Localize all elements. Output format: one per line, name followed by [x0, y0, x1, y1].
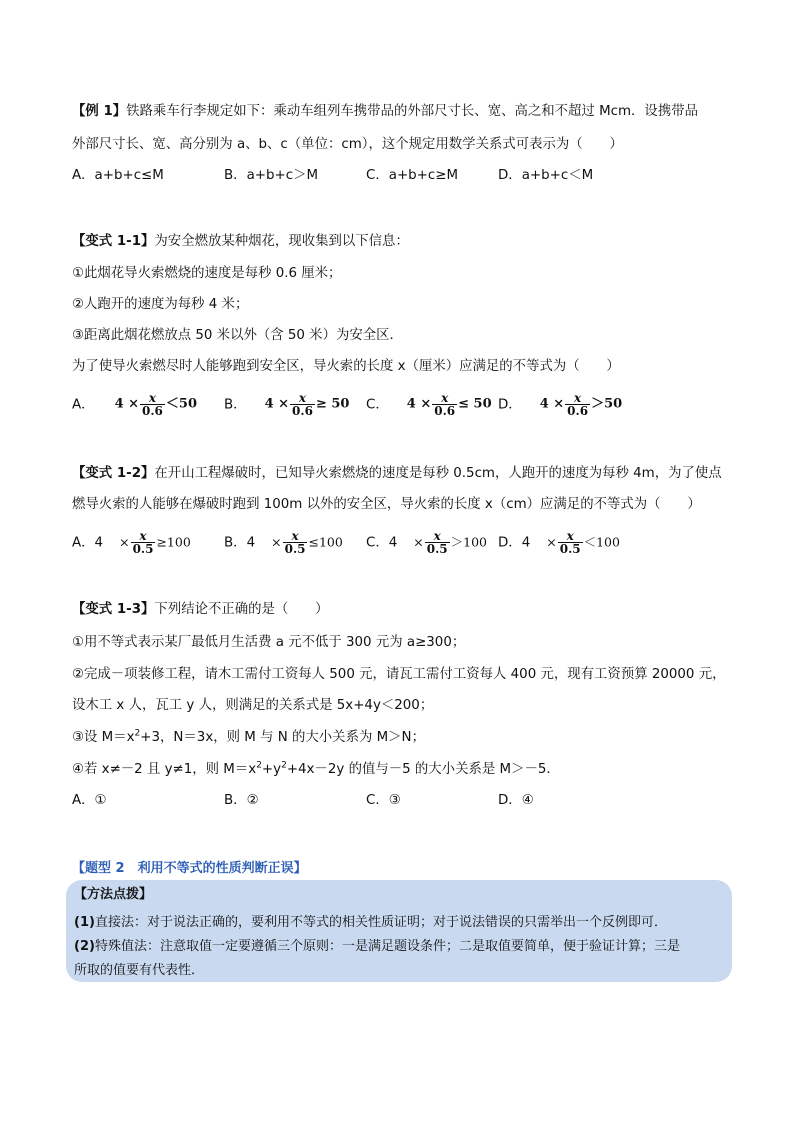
v13-line6: ④若 x≠－2 且 y≠1，则 $M=x^2+y^2+4x-2y$ 的值与－5 的大小关系是 M＞－5． [72, 760, 560, 777]
v13-option-d: D．④ [498, 793, 534, 808]
ex1-option-b: B．a+b+c＞M [224, 168, 319, 183]
v13-line1: 【变式 1-3】下列结论不正确的是（ ） [72, 602, 329, 617]
v12-line2: 燃导火索的人能够在爆破时跑到 100m 以外的安全区，导火索的长度 x（cm）应满足的不等式为（ ） [72, 497, 701, 512]
v13-tag: 【变式 1-3】 [72, 602, 155, 617]
v12-option-b: B．4 × $\frac{x}{0.5}$ ≤100 [224, 529, 343, 556]
method-2-line2: 所取的值要有代表性． [74, 963, 205, 978]
method-box-title: 【方法点拨】 [74, 887, 153, 902]
v12-option-c: C．4 × $\frac{x}{0.5}$ ＞100 [366, 529, 487, 556]
v13-line5: ③设 $M=x^2+3$，N＝3x，则 M 与 N 的大小关系为 M＞N； [72, 728, 425, 745]
v11-line3: ②人跑开的速度为每秒 4 米； [72, 297, 249, 312]
v13-line4: 设木工 x 人，瓦工 y 人，则满足的关系式是 5x+4y＜200； [72, 698, 434, 713]
v13-line2: ①用不等式表示某厂最低月生活费 a 元不低于 300 元为 a≥300； [72, 635, 466, 650]
v13-option-c: C．③ [366, 793, 401, 808]
v11-line4: ③距离此烟花燃放点 50 米以外（含 50 米）为安全区． [72, 328, 403, 343]
v11-tag: 【变式 1-1】 [72, 234, 155, 249]
v13-option-b: B．② [224, 793, 259, 808]
method-tips-box [66, 880, 732, 982]
v12-line1: 【变式 1-2】在开山工程爆破时，已知导火索燃烧的速度是每秒 0.5cm，人跑开的速度为每秒 4m，为了使点 [72, 466, 722, 481]
v11-line5: 为了使导火索燃尽时人能够跑到安全区，导火索的长度 x（厘米）应满足的不等式为（ ） [72, 359, 620, 374]
v12-tag: 【变式 1-2】 [72, 466, 155, 481]
v11-option-d: D． 4 × $\frac{x}{0.6}$ ＞50 [498, 391, 623, 418]
v11-option-c: C． 4 × $\frac{x}{0.6}$ ≤ 50 [366, 391, 492, 418]
ex1-tag: 【例 1】 [72, 104, 127, 119]
v12-option-d: D．4 × $\frac{x}{0.5}$ ＜100 [498, 529, 620, 556]
ex1-option-a: A．a+b+c≤M [72, 168, 164, 183]
method-2-line1: (2)特殊值法：注意取值一定要遵循三个原则：一是满足题设条件；二是取值要简单，便于验证计算；三是 [74, 939, 680, 954]
ex1-option-d: D．a+b+c＜M [498, 168, 594, 183]
v13-option-a: A．① [72, 793, 107, 808]
v11-line1: 【变式 1-1】为安全燃放某种烟花，现收集到以下信息： [72, 234, 409, 249]
type2-heading: 【题型 2 利用不等式的性质判断正误】 [72, 861, 307, 876]
v13-line3: ②完成－项装修工程，请木工需付工资每人 500 元，请瓦工需付工资每人 400 元，现有工资预算 20000 元， [72, 667, 726, 682]
ex1-line2: 外部尺寸长、宽、高分别为 a、b、c（单位：cm），这个规定用数学关系式可表示为（ ） [72, 137, 623, 152]
v12-option-a: A．4 × $\frac{x}{0.5}$ ≥100 [72, 529, 191, 556]
ex1-line1: 【例 1】铁路乘车行李规定如下：乘动车组列车携带品的外部尺寸长、宽、高之和不超过 Mcm．设携带品 [72, 104, 698, 119]
v11-option-a: A． 4 × $\frac{x}{0.6}$ ＜50 [72, 391, 198, 418]
v11-option-b: B． 4 × $\frac{x}{0.6}$ ≥ 50 [224, 391, 350, 418]
method-1: (1)直接法：对于说法正确的，要利用不等式的相关性质证明；对于说法错误的只需举出一个反例即可． [74, 915, 667, 930]
v11-line2: ①此烟花导火索燃烧的速度是每秒 0.6 厘米； [72, 266, 342, 281]
ex1-option-c: C．a+b+c≥M [366, 168, 459, 183]
